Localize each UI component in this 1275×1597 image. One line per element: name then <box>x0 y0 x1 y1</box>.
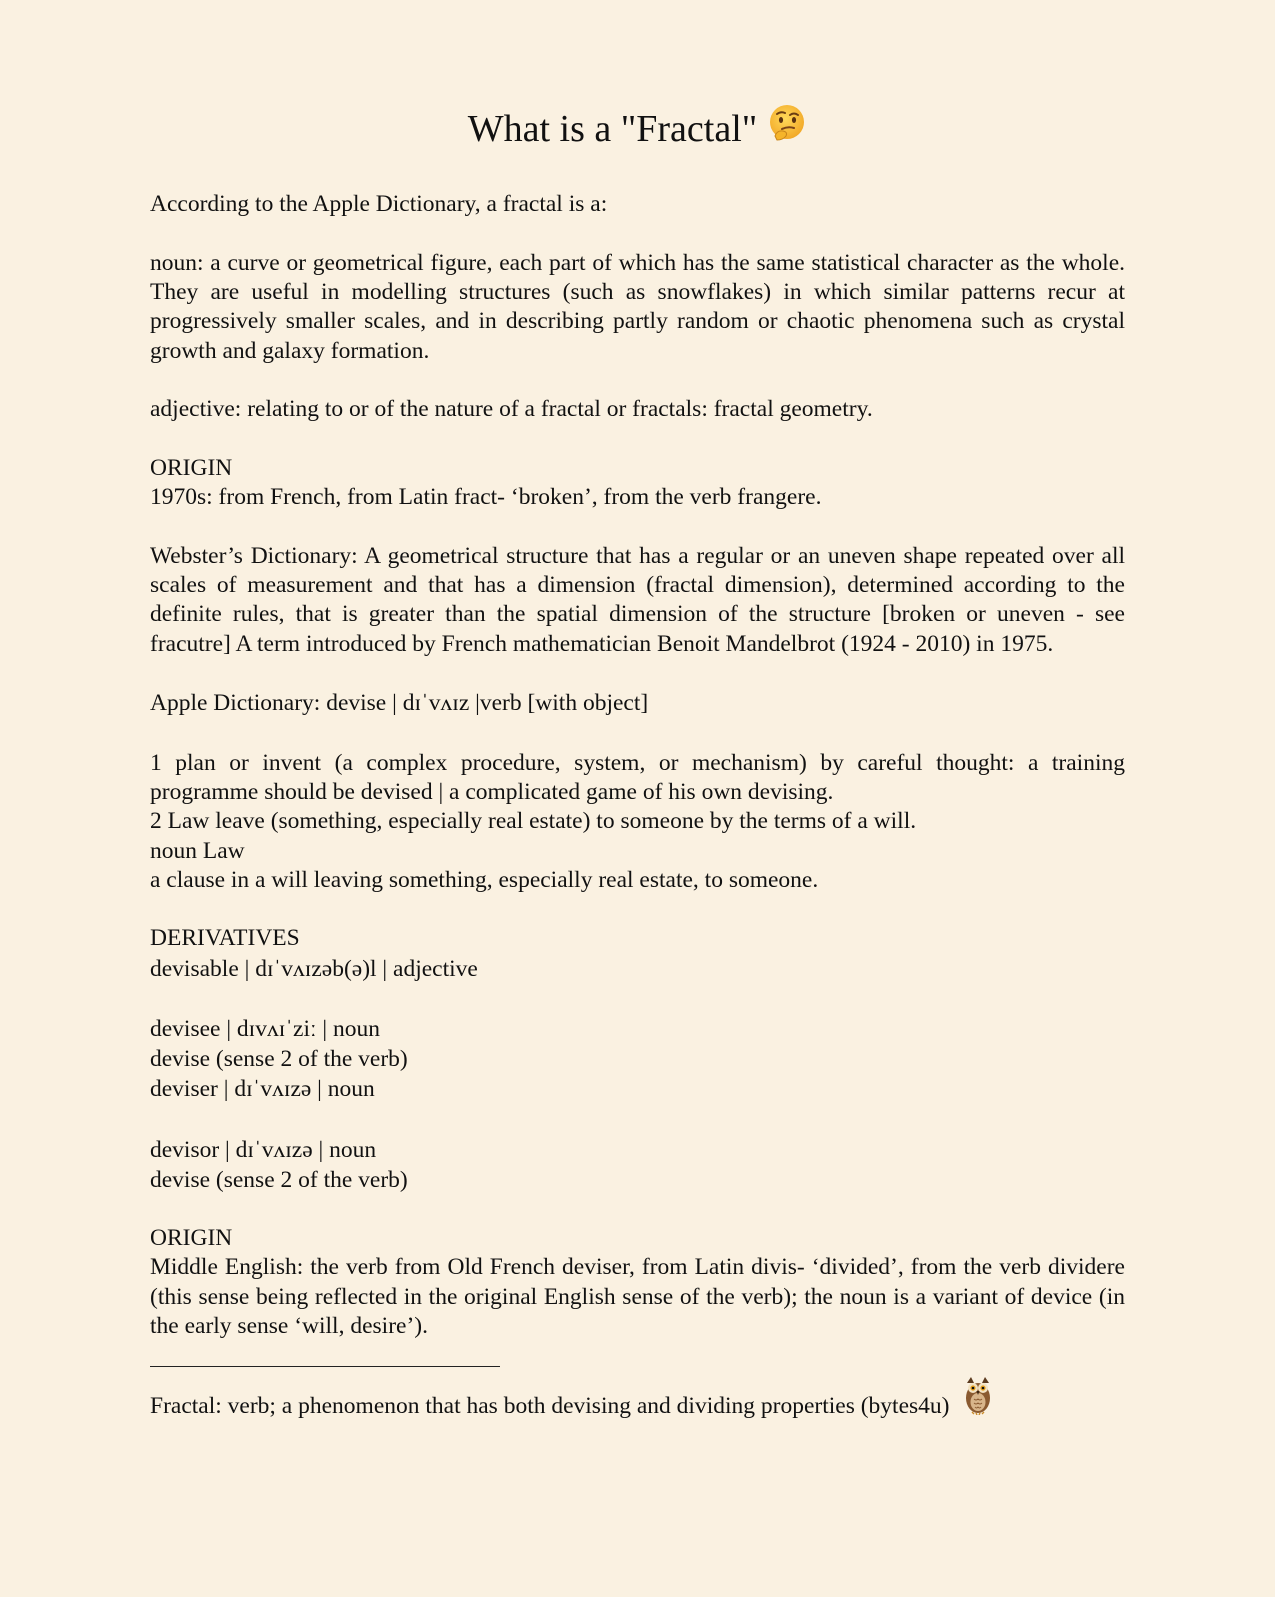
origin2-heading: ORIGIN <box>150 1225 233 1252</box>
sense-noun-definition: a clause in a will leaving something, especially real estate, to someone. <box>150 866 819 893</box>
sense-2: 2 Law leave (something, especially real estate) to someone by the terms of a will. <box>150 808 917 835</box>
sense-noun-law: noun Law <box>150 837 245 864</box>
footer-line <box>150 1389 1125 1423</box>
thinking-face-icon <box>767 103 807 153</box>
footer-text: Fractal: verb; a phenomenon that has both devising and dividing properties (bytes4u) <box>150 1392 950 1419</box>
origin2-text: Middle English: the verb from Old French deviser, from Latin divis- ‘divided’, from the verb dividere (this sense being reflected in the original English sense of the verb); the noun is a variant of device (in the early sense ‘will, desire’). <box>150 1254 1125 1340</box>
webster-definition: Webster’s Dictionary: A geometrical structure that has a regular or an uneven shape repeated over all scales of measurement and that has a dimension (fractal dimension), determined according to the definite rules, that is greater than the spatial dimension of the structure [broken or uneven - see fracutre] A term introduced by French mathematician Benoit Mandelbrot (1924 - 2010) in 1975. <box>150 542 1125 657</box>
derivative-devisee-note: devise (sense 2 of the verb) <box>150 1046 408 1072</box>
page-title-row <box>150 107 1125 153</box>
origin-text: 1970s: from French, from Latin fract- ‘broken’, from the verb frangere. <box>150 484 822 511</box>
owl-icon <box>963 1375 993 1423</box>
adjective-definition: adjective: relating to or of the nature of a fractal or fractals: fractal geometry. <box>150 396 873 423</box>
devise-entry: Apple Dictionary: devise | dɪˈvʌɪz |verb [with object] <box>150 690 649 717</box>
sense-1: 1 plan or invent (a complex procedure, system, or mechanism) by careful thought: a training programme should be devised | a complicated game of his own devising. <box>150 749 1125 805</box>
origin-heading: ORIGIN <box>150 454 233 481</box>
derivative-devisor-note: devise (sense 2 of the verb) <box>150 1166 408 1193</box>
derivative-deviser: deviser | dɪˈvʌɪzə | noun <box>150 1076 375 1103</box>
page-title: What is a "Fractal" <box>467 108 758 150</box>
document-body <box>150 95 1125 1424</box>
derivative-devisable: devisable | dɪˈvʌɪzəb(ə)l | adjective <box>150 955 478 982</box>
derivative-devisor: devisor | dɪˈvʌɪzə | noun <box>150 1136 377 1163</box>
noun-definition: noun: a curve or geometrical figure, each part of which has the same statistical character as the whole. They are useful in modelling structures (such as snowflakes) in which similar patterns recur at progressively smaller scales, and in describing partly random or chaotic phenomena such as crystal growth and galaxy formation. <box>150 249 1125 364</box>
divider-line <box>150 1366 500 1367</box>
derivative-devisee: devisee | dɪvʌɪˈziː | noun <box>150 1016 380 1042</box>
intro-text: According to the Apple Dictionary, a fractal is a: <box>150 191 608 218</box>
derivatives-heading: DERIVATIVES <box>150 925 300 952</box>
